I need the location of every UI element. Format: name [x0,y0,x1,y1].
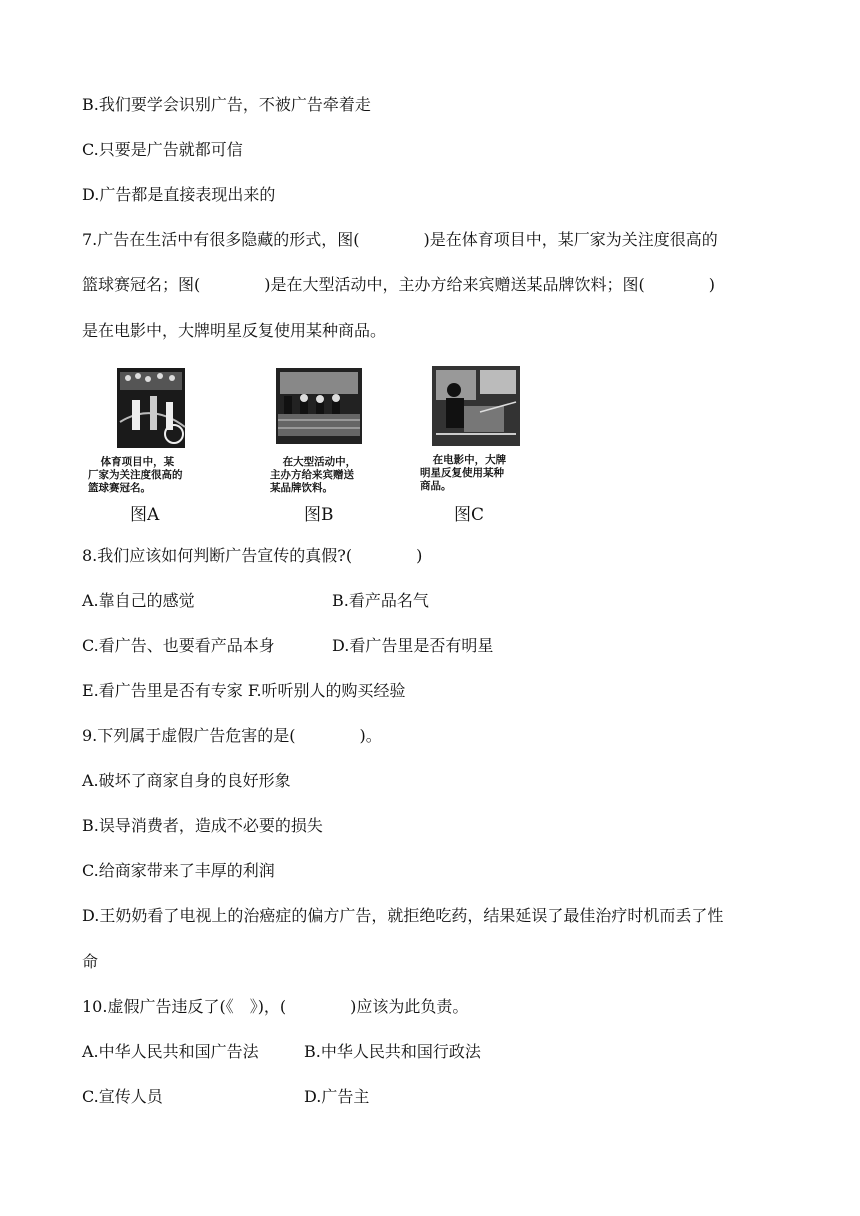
question-8-row-ef: E.看广告里是否有专家 F.听听别人的购买经验 [82,681,406,700]
option-d-line-2: 命 [82,952,99,971]
option-b: B.我们要学会识别广告，不被广告牵着走 [82,95,371,114]
option-a: A.破坏了商家自身的良好形象 [82,771,291,790]
question-8-row-ab [82,590,782,612]
option-a: A.靠自己的感觉 [82,591,195,610]
option-b: B.中华人民共和国行政法 [304,1042,481,1061]
figure-c-caption: 在电影中，大牌 明星反复使用某种 商品。 [420,454,507,492]
figure-b [270,362,420,527]
question-7-line-1: 7.广告在生活中有很多隐藏的形式，图( )是在体育项目中，某厂家为关注度很高的 [82,230,718,249]
option-c: C.看广告、也要看产品本身 [82,636,275,655]
option-a: A.中华人民共和国广告法 [82,1042,259,1061]
option-d-line-1: D.王奶奶看了电视上的治癌症的偏方广告，就拒绝吃药，结果延误了最佳治疗时机而丢了性 [82,906,724,925]
option-d: D.看广告里是否有明星 [332,636,494,655]
option-c: C.只要是广告就都可信 [82,140,243,159]
question-8-row-cd [82,635,782,657]
option-c: C.给商家带来了丰厚的利润 [82,861,275,880]
question-10-row-ab [82,1041,782,1063]
option-c: C.宣传人员 [82,1087,163,1106]
question-9: 9.下列属于虚假广告危害的是( )。 [82,726,382,745]
figure-c [420,362,570,527]
question-7-line-3: 是在电影中，大牌明星反复使用某种商品。 [82,321,387,340]
question-10-row-cd [82,1086,782,1108]
question-10: 10.虚假广告违反了(《 》)，( )应该为此负责。 [82,997,469,1016]
question-7-line-2: 篮球赛冠名；图( )是在大型活动中，主办方给来宾赠送某品牌饮料；图( ) [82,275,715,294]
figure-b-caption: 在大型活动中， 主办方给来宾赠送 某品牌饮料。 [270,456,357,494]
figure-a-caption: 体育项目中，某 厂家为关注度很高的 篮球赛冠名。 [88,456,183,494]
figure-b-label: 图B [304,505,334,525]
question-8: 8.我们应该如何判断广告宣传的真假?( ) [82,546,423,565]
figure-a [82,362,232,527]
figure-a-label: 图A [130,505,160,525]
figure-c-label: 图C [454,505,485,525]
option-d: D.广告主 [304,1087,370,1106]
option-b: B.看产品名气 [332,591,429,610]
figure-group [82,362,542,527]
option-d: D.广告都是直接表现出来的 [82,185,276,204]
option-b: B.误导消费者，造成不必要的损失 [82,816,323,835]
